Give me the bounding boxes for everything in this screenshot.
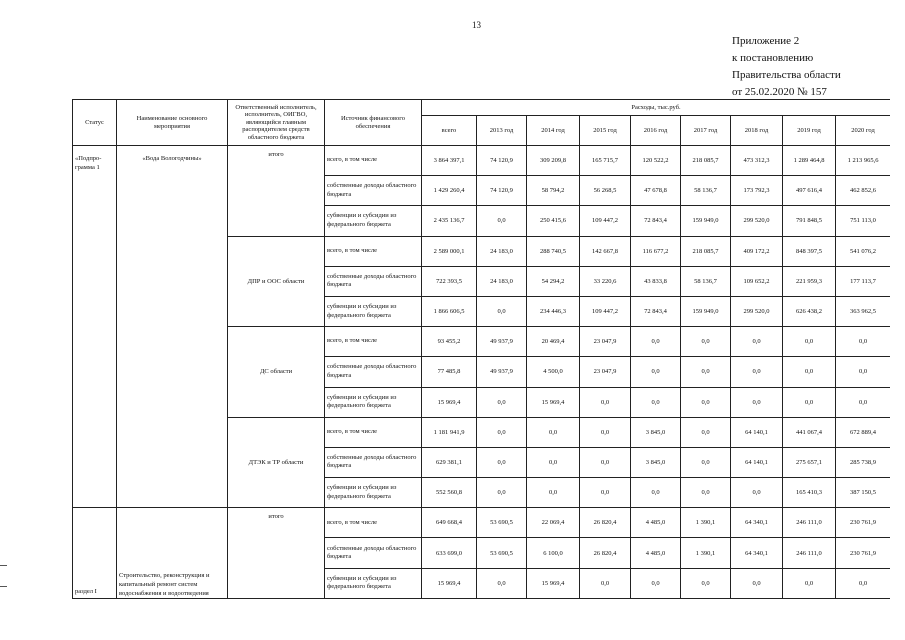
value-cell: 47 678,8 bbox=[631, 176, 681, 206]
value-cell: 23 047,9 bbox=[580, 327, 631, 357]
value-cell: 3 845,0 bbox=[631, 417, 681, 447]
value-cell: 0,0 bbox=[731, 568, 783, 598]
table-row bbox=[73, 508, 891, 538]
value-cell: 441 067,4 bbox=[783, 417, 836, 447]
value-cell: 72 843,4 bbox=[631, 206, 681, 236]
value-cell: 142 667,8 bbox=[580, 236, 631, 266]
value-cell: 218 085,7 bbox=[681, 146, 731, 176]
header-name: Наименование основного мероприятия bbox=[117, 100, 228, 146]
value-cell: 275 657,1 bbox=[783, 447, 836, 477]
value-cell: 0,0 bbox=[681, 478, 731, 508]
appendix-header bbox=[732, 33, 841, 101]
value-cell: 791 848,5 bbox=[783, 206, 836, 236]
value-cell: 33 220,6 bbox=[580, 266, 631, 296]
value-cell: 230 761,9 bbox=[836, 538, 891, 568]
value-cell: 848 397,5 bbox=[783, 236, 836, 266]
value-cell: 552 560,8 bbox=[422, 478, 477, 508]
appendix-line: Правительства области bbox=[732, 69, 841, 81]
value-cell: 0,0 bbox=[477, 417, 527, 447]
value-cell: 0,0 bbox=[527, 478, 580, 508]
executor-cell: ДПР и ООС области bbox=[228, 236, 325, 327]
source-cell: всего, в том числе bbox=[325, 146, 422, 176]
value-cell: 26 820,4 bbox=[580, 538, 631, 568]
status-cell: раздел I bbox=[73, 508, 117, 599]
value-cell: 288 740,5 bbox=[527, 236, 580, 266]
value-cell: 751 113,0 bbox=[836, 206, 891, 236]
header-year: 2015 год bbox=[580, 116, 631, 146]
value-cell: 0,0 bbox=[631, 568, 681, 598]
value-cell: 74 120,9 bbox=[477, 146, 527, 176]
source-cell: собственные доходы областного бюджета bbox=[325, 176, 422, 206]
table-row bbox=[73, 146, 891, 176]
value-cell: 53 690,5 bbox=[477, 538, 527, 568]
value-cell: 2 589 000,1 bbox=[422, 236, 477, 266]
expenses-table-wrapper bbox=[72, 99, 890, 605]
value-cell: 43 833,8 bbox=[631, 266, 681, 296]
value-cell: 64 340,1 bbox=[731, 508, 783, 538]
value-cell: 24 183,0 bbox=[477, 266, 527, 296]
value-cell: 462 852,6 bbox=[836, 176, 891, 206]
value-cell: 0,0 bbox=[731, 327, 783, 357]
appendix-line: от 25.02.2020 № 157 bbox=[732, 86, 827, 98]
value-cell: 58 136,7 bbox=[681, 266, 731, 296]
value-cell: 633 699,0 bbox=[422, 538, 477, 568]
value-cell: 497 616,4 bbox=[783, 176, 836, 206]
value-cell: 299 520,0 bbox=[731, 206, 783, 236]
value-cell: 116 677,2 bbox=[631, 236, 681, 266]
value-cell: 0,0 bbox=[477, 206, 527, 236]
appendix-line: к постановлению bbox=[732, 52, 814, 64]
value-cell: 3 864 397,1 bbox=[422, 146, 477, 176]
value-cell: 15 969,4 bbox=[422, 568, 477, 598]
source-cell: субвенции и субсидии из федерального бюджета bbox=[325, 206, 422, 236]
source-cell: субвенции и субсидии из федерального бюджета bbox=[325, 478, 422, 508]
value-cell: 49 937,9 bbox=[477, 357, 527, 387]
value-cell: 672 889,4 bbox=[836, 417, 891, 447]
value-cell: 1 866 606,5 bbox=[422, 296, 477, 326]
value-cell: 285 738,9 bbox=[836, 447, 891, 477]
value-cell: 0,0 bbox=[681, 417, 731, 447]
value-cell: 0,0 bbox=[731, 357, 783, 387]
value-cell: 0,0 bbox=[580, 568, 631, 598]
source-cell: субвенции и субсидии из федерального бюджета bbox=[325, 387, 422, 417]
value-cell: 26 820,4 bbox=[580, 508, 631, 538]
source-cell: всего, в том числе bbox=[325, 508, 422, 538]
value-cell: 0,0 bbox=[631, 387, 681, 417]
value-cell: 0,0 bbox=[681, 387, 731, 417]
value-cell: 93 455,2 bbox=[422, 327, 477, 357]
value-cell: 1 181 941,9 bbox=[422, 417, 477, 447]
source-cell: всего, в том числе bbox=[325, 327, 422, 357]
header-source: Источник финансового обеспечения bbox=[325, 100, 422, 146]
value-cell: 2 435 136,7 bbox=[422, 206, 477, 236]
executor-cell: ДТЭК и ТР области bbox=[228, 417, 325, 508]
value-cell: 109 447,2 bbox=[580, 296, 631, 326]
value-cell: 0,0 bbox=[631, 478, 681, 508]
value-cell: 173 792,3 bbox=[731, 176, 783, 206]
value-cell: 159 949,0 bbox=[681, 206, 731, 236]
value-cell: 626 438,2 bbox=[783, 296, 836, 326]
header-status: Статус bbox=[73, 100, 117, 146]
executor-cell: итого bbox=[228, 508, 325, 599]
value-cell: 0,0 bbox=[477, 296, 527, 326]
value-cell: 4 485,0 bbox=[631, 508, 681, 538]
executor-cell: ДС области bbox=[228, 327, 325, 418]
value-cell: 0,0 bbox=[836, 327, 891, 357]
header-year: всего bbox=[422, 116, 477, 146]
header-expenses: Расходы, тыс.руб. bbox=[422, 100, 891, 116]
value-cell: 58 794,2 bbox=[527, 176, 580, 206]
value-cell: 177 113,7 bbox=[836, 266, 891, 296]
value-cell: 218 085,7 bbox=[681, 236, 731, 266]
value-cell: 0,0 bbox=[477, 387, 527, 417]
source-cell: собственные доходы областного бюджета bbox=[325, 266, 422, 296]
value-cell: 49 937,9 bbox=[477, 327, 527, 357]
value-cell: 24 183,0 bbox=[477, 236, 527, 266]
header-executor: Ответственный исполнитель, исполнитель, ОИГВО, являющийся главным распорядителем средств областного бюджета bbox=[228, 100, 325, 146]
value-cell: 53 690,5 bbox=[477, 508, 527, 538]
value-cell: 0,0 bbox=[631, 357, 681, 387]
header-year: 2020 год bbox=[836, 116, 891, 146]
value-cell: 23 047,9 bbox=[580, 357, 631, 387]
value-cell: 0,0 bbox=[631, 327, 681, 357]
header-year: 2013 год bbox=[477, 116, 527, 146]
value-cell: 0,0 bbox=[527, 417, 580, 447]
source-cell: всего, в том числе bbox=[325, 417, 422, 447]
value-cell: 363 962,5 bbox=[836, 296, 891, 326]
margin-mark bbox=[0, 586, 7, 587]
value-cell: 1 289 464,8 bbox=[783, 146, 836, 176]
value-cell: 0,0 bbox=[783, 387, 836, 417]
value-cell: 15 969,4 bbox=[527, 568, 580, 598]
value-cell: 0,0 bbox=[477, 478, 527, 508]
value-cell: 0,0 bbox=[580, 387, 631, 417]
value-cell: 6 100,0 bbox=[527, 538, 580, 568]
header-year: 2016 год bbox=[631, 116, 681, 146]
value-cell: 541 076,2 bbox=[836, 236, 891, 266]
value-cell: 1 429 260,4 bbox=[422, 176, 477, 206]
value-cell: 246 111,0 bbox=[783, 538, 836, 568]
value-cell: 409 172,2 bbox=[731, 236, 783, 266]
source-cell: всего, в том числе bbox=[325, 236, 422, 266]
activity-name-cell: «Вода Вологодчины» bbox=[117, 146, 228, 508]
source-cell: собственные доходы областного бюджета bbox=[325, 357, 422, 387]
value-cell: 0,0 bbox=[527, 447, 580, 477]
value-cell: 0,0 bbox=[681, 327, 731, 357]
value-cell: 234 446,3 bbox=[527, 296, 580, 326]
value-cell: 0,0 bbox=[731, 478, 783, 508]
margin-mark bbox=[0, 565, 7, 566]
value-cell: 299 520,0 bbox=[731, 296, 783, 326]
header-year: 2014 год bbox=[527, 116, 580, 146]
value-cell: 120 522,2 bbox=[631, 146, 681, 176]
value-cell: 165 715,7 bbox=[580, 146, 631, 176]
value-cell: 250 415,6 bbox=[527, 206, 580, 236]
value-cell: 20 469,4 bbox=[527, 327, 580, 357]
activity-name-cell: Строительство, реконструкция и капитальный ремонт систем водоснабжения и водоотведения bbox=[117, 508, 228, 599]
value-cell: 64 140,1 bbox=[731, 417, 783, 447]
value-cell: 0,0 bbox=[836, 357, 891, 387]
value-cell: 722 393,5 bbox=[422, 266, 477, 296]
source-cell: субвенции и субсидии из федерального бюджета bbox=[325, 296, 422, 326]
value-cell: 387 150,5 bbox=[836, 478, 891, 508]
header-year: 2019 год bbox=[783, 116, 836, 146]
value-cell: 629 381,1 bbox=[422, 447, 477, 477]
value-cell: 0,0 bbox=[783, 357, 836, 387]
value-cell: 246 111,0 bbox=[783, 508, 836, 538]
value-cell: 649 668,4 bbox=[422, 508, 477, 538]
value-cell: 0,0 bbox=[681, 447, 731, 477]
value-cell: 473 312,3 bbox=[731, 146, 783, 176]
status-cell: «Подпро- грамма 1 bbox=[73, 146, 117, 508]
value-cell: 0,0 bbox=[836, 568, 891, 598]
value-cell: 309 209,8 bbox=[527, 146, 580, 176]
value-cell: 64 340,1 bbox=[731, 538, 783, 568]
value-cell: 230 761,9 bbox=[836, 508, 891, 538]
value-cell: 0,0 bbox=[681, 568, 731, 598]
value-cell: 3 845,0 bbox=[631, 447, 681, 477]
value-cell: 221 959,3 bbox=[783, 266, 836, 296]
value-cell: 159 949,0 bbox=[681, 296, 731, 326]
margin-marks bbox=[0, 565, 10, 607]
value-cell: 0,0 bbox=[580, 447, 631, 477]
value-cell: 0,0 bbox=[580, 417, 631, 447]
value-cell: 54 294,2 bbox=[527, 266, 580, 296]
value-cell: 56 268,5 bbox=[580, 176, 631, 206]
value-cell: 0,0 bbox=[681, 357, 731, 387]
value-cell: 15 969,4 bbox=[422, 387, 477, 417]
source-cell: собственные доходы областного бюджета bbox=[325, 538, 422, 568]
header-year: 2018 год bbox=[731, 116, 783, 146]
expenses-table bbox=[72, 99, 890, 599]
value-cell: 64 140,1 bbox=[731, 447, 783, 477]
value-cell: 4 500,0 bbox=[527, 357, 580, 387]
value-cell: 74 120,9 bbox=[477, 176, 527, 206]
value-cell: 72 843,4 bbox=[631, 296, 681, 326]
value-cell: 22 069,4 bbox=[527, 508, 580, 538]
value-cell: 0,0 bbox=[477, 568, 527, 598]
value-cell: 4 485,0 bbox=[631, 538, 681, 568]
value-cell: 1 213 965,6 bbox=[836, 146, 891, 176]
appendix-line: Приложение 2 bbox=[732, 35, 800, 47]
value-cell: 0,0 bbox=[731, 387, 783, 417]
page-number: 13 bbox=[472, 20, 481, 30]
source-cell: субвенции и субсидии из федерального бюджета bbox=[325, 568, 422, 598]
header-year: 2017 год bbox=[681, 116, 731, 146]
value-cell: 165 410,3 bbox=[783, 478, 836, 508]
value-cell: 1 390,1 bbox=[681, 538, 731, 568]
value-cell: 15 969,4 bbox=[527, 387, 580, 417]
value-cell: 58 136,7 bbox=[681, 176, 731, 206]
value-cell: 0,0 bbox=[836, 387, 891, 417]
value-cell: 0,0 bbox=[580, 478, 631, 508]
executor-cell: итого bbox=[228, 146, 325, 237]
value-cell: 0,0 bbox=[477, 447, 527, 477]
source-cell: собственные доходы областного бюджета bbox=[325, 447, 422, 477]
value-cell: 77 485,8 bbox=[422, 357, 477, 387]
value-cell: 0,0 bbox=[783, 568, 836, 598]
value-cell: 1 390,1 bbox=[681, 508, 731, 538]
value-cell: 109 447,2 bbox=[580, 206, 631, 236]
value-cell: 109 652,2 bbox=[731, 266, 783, 296]
value-cell: 0,0 bbox=[783, 327, 836, 357]
